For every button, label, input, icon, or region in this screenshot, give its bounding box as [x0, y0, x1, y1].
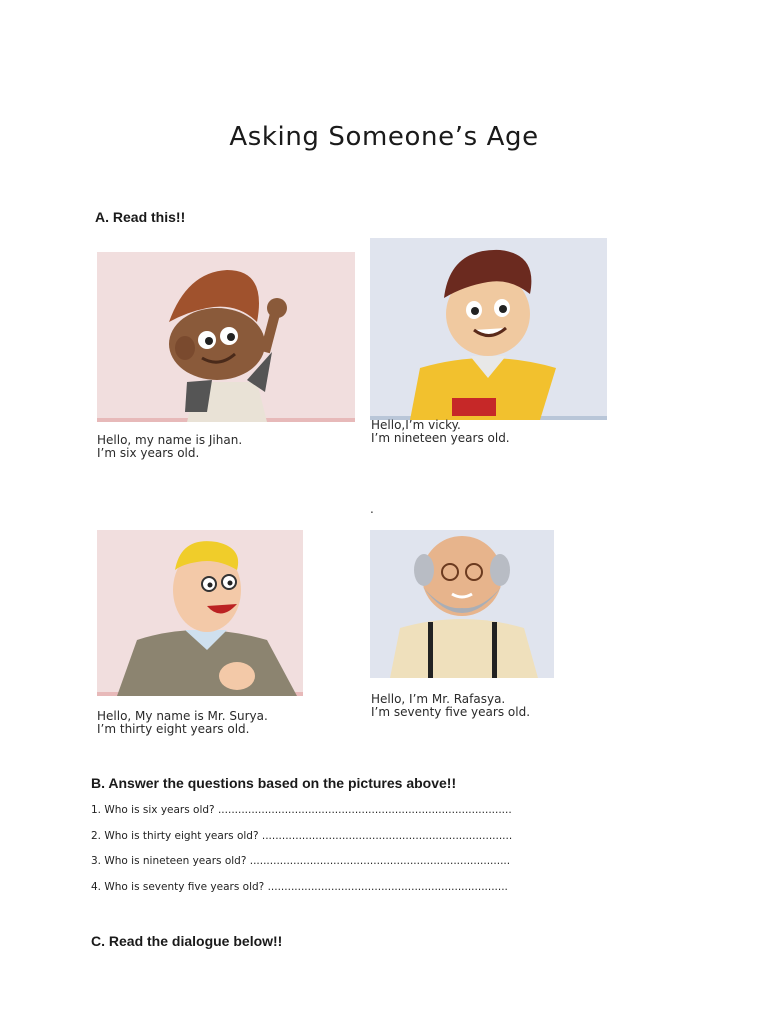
stray-dot: . [370, 502, 374, 516]
caption-jihan [97, 434, 242, 460]
caption-rafasya-line2: I’m seventy five years old. [371, 705, 531, 719]
rafasya-illustration [370, 530, 554, 678]
caption-rafasya-line1: Hello, I’m Mr. Rafasya. [371, 692, 506, 706]
question-4: 4. Who is seventy five years old? ........................................................................ [91, 881, 508, 893]
section-c-heading: C. Read the dialogue below!! [91, 933, 283, 949]
caption-rafasya [371, 693, 530, 719]
caption-jihan-line2: I’m six years old. [97, 446, 200, 460]
caption-surya-line2: I’m thirty eight years old. [97, 722, 250, 736]
caption-surya [97, 710, 268, 736]
question-3: 3. Who is nineteen years old? .............................................................................. [91, 855, 511, 867]
question-2: 2. Who is thirty eight years old? ........................................................................... [91, 830, 513, 842]
surya-illustration [97, 530, 303, 696]
caption-surya-line1: Hello, My name is Mr. Surya. [97, 709, 268, 723]
section-a-heading: A. Read this!! [95, 209, 186, 225]
caption-vicky-line2: I’m nineteen years old. [371, 431, 510, 445]
vicky-illustration [370, 238, 607, 420]
jihan-illustration [97, 252, 355, 422]
page-title: Asking Someone’s Age [229, 122, 539, 152]
caption-vicky-line1: Hello,I’m vicky. [371, 418, 461, 432]
section-b-heading: B. Answer the questions based on the pictures above!! [91, 775, 457, 791]
caption-jihan-line1: Hello, my name is Jihan. [97, 433, 243, 447]
question-1: 1. Who is six years old? ........................................................................................ [91, 804, 512, 816]
caption-vicky [371, 419, 510, 445]
